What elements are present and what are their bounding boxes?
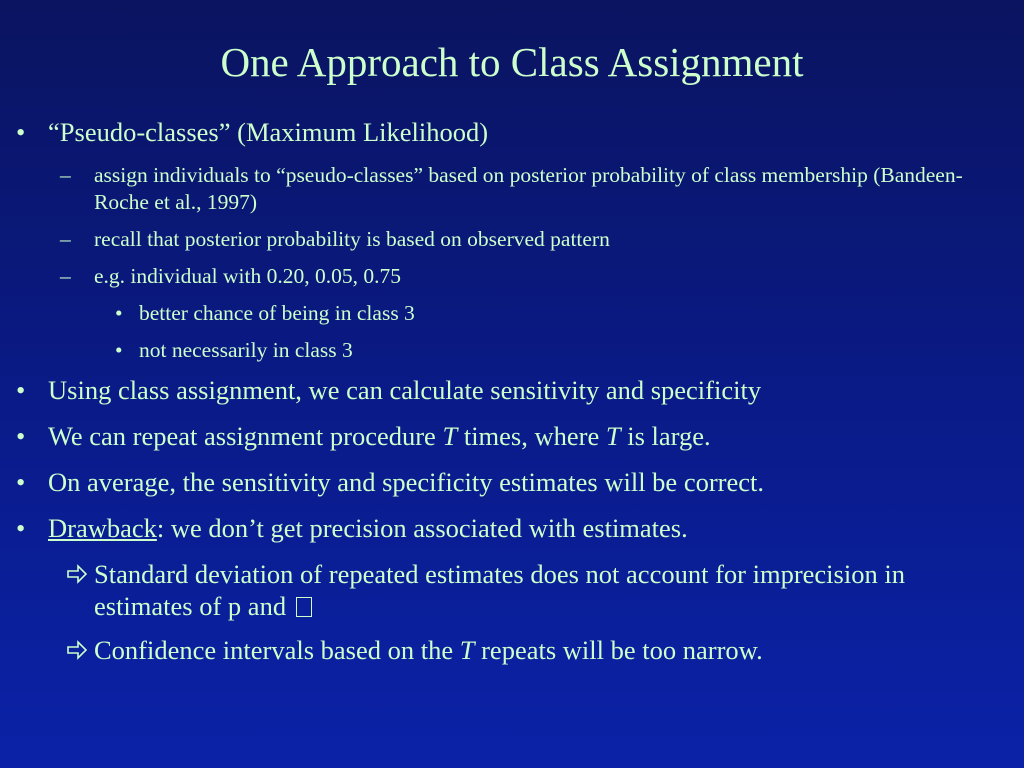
- bullet-text-part: We can repeat assignment procedure: [48, 421, 443, 451]
- drawback-label: Drawback: [48, 513, 157, 543]
- bullet-text: On average, the sensitivity and specificity estimates will be correct.: [48, 467, 764, 497]
- bullet-class-assignment: [16, 374, 984, 406]
- bullet-marker: •: [16, 375, 26, 405]
- bullet-marker: •: [115, 338, 123, 362]
- dash-marker: –: [60, 227, 71, 251]
- bullet-pseudo-classes: [16, 116, 984, 148]
- sub-bullet-recall: [60, 226, 984, 253]
- italic-t: T: [459, 635, 475, 665]
- right-arrow-icon: [66, 564, 88, 584]
- dash-marker: –: [60, 163, 71, 187]
- slide-title: One Approach to Class Assignment: [220, 39, 804, 85]
- sub-sub-bullet-text: better chance of being in class 3: [139, 301, 415, 325]
- sub-bullet-text: assign individuals to “pseudo-classes” based on posterior probability of class membership (Bandeen-Roche et al., 1997): [94, 163, 963, 214]
- bullet-repeat-assignment: [16, 420, 984, 452]
- arrow-item-standard-deviation: [94, 558, 984, 622]
- arrow-item-confidence-intervals: [94, 634, 984, 666]
- right-arrow-icon: [66, 640, 88, 660]
- sub-sub-bullet-not-necessarily: [115, 337, 984, 364]
- italic-t: T: [605, 421, 621, 451]
- slide-content: [0, 116, 1024, 678]
- arrow-item-text-part: Confidence intervals based on the: [94, 635, 460, 665]
- bullet-text: Using class assignment, we can calculate sensitivity and specificity: [48, 375, 762, 405]
- sub-bullet-text: recall that posterior probability is based on observed pattern: [94, 227, 610, 251]
- italic-t: T: [442, 421, 458, 451]
- bullet-drawback: [16, 512, 984, 544]
- bullet-text-part: : we don’t get precision associated with estimates.: [156, 513, 688, 543]
- bullet-marker: •: [115, 301, 123, 325]
- arrow-item-text: Standard deviation of repeated estimates does not account for imprecision in estimates of p and: [94, 559, 905, 621]
- sub-bullet-assign: [60, 162, 984, 216]
- sub-sub-bullet-better-chance: [115, 300, 984, 327]
- bullet-on-average: [16, 466, 984, 498]
- sub-sub-bullet-text: not necessarily in class 3: [139, 338, 353, 362]
- bullet-marker: •: [16, 467, 26, 497]
- bullet-text-part: times, where: [457, 421, 606, 451]
- arrow-item-text-part: repeats will be too narrow.: [474, 635, 763, 665]
- bullet-marker: •: [16, 117, 26, 147]
- bullet-text: “Pseudo-classes” (Maximum Likelihood): [48, 117, 489, 147]
- sub-bullet-text: e.g. individual with 0.20, 0.05, 0.75: [94, 264, 401, 288]
- bullet-marker: •: [16, 421, 26, 451]
- sub-bullet-example: [60, 263, 984, 290]
- dash-marker: –: [60, 264, 71, 288]
- bullet-marker: •: [16, 513, 26, 543]
- bullet-text-part: is large.: [620, 421, 711, 451]
- missing-glyph-icon: [296, 597, 312, 617]
